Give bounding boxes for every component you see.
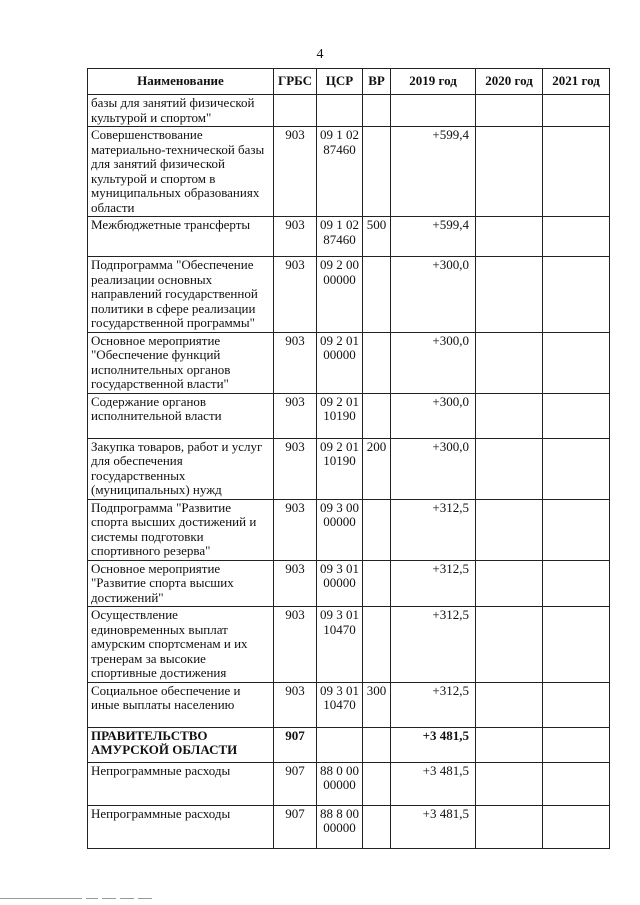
header-2020: 2020 год — [476, 69, 543, 95]
table-row — [88, 805, 610, 848]
cell-name: Закупка товаров, работ и услуг для обеспечения государственных (муниципальных) нужд — [88, 438, 274, 499]
cell-csr: 09 3 00 00000 — [317, 499, 363, 560]
cell-csr: 09 3 01 00000 — [317, 560, 363, 607]
header-csr: ЦСР — [317, 69, 363, 95]
cell-vr — [363, 95, 391, 127]
cell-2021 — [543, 127, 610, 217]
cell-2020 — [476, 393, 543, 438]
cell-vr — [363, 607, 391, 683]
cell-grbs: 907 — [274, 762, 317, 805]
cell-vr — [363, 257, 391, 333]
header-name: Наименование — [88, 69, 274, 95]
header-2021: 2021 год — [543, 69, 610, 95]
cell-2019: +300,0 — [391, 332, 476, 393]
cell-2021 — [543, 438, 610, 499]
cell-vr — [363, 127, 391, 217]
table-row — [88, 607, 610, 683]
cell-vr — [363, 762, 391, 805]
cell-vr — [363, 499, 391, 560]
cell-2019: +300,0 — [391, 393, 476, 438]
cell-csr: 09 1 02 87460 — [317, 127, 363, 217]
table-row — [88, 682, 610, 727]
cell-grbs: 903 — [274, 682, 317, 727]
cell-2020 — [476, 805, 543, 848]
cell-2019: +599,4 — [391, 127, 476, 217]
cell-2020 — [476, 95, 543, 127]
cell-2020 — [476, 560, 543, 607]
cell-name: Непрограммные расходы — [88, 805, 274, 848]
cell-csr: 88 8 00 00000 — [317, 805, 363, 848]
cell-2019: +312,5 — [391, 607, 476, 683]
table-row — [88, 438, 610, 499]
table-header-row — [88, 69, 610, 95]
cell-2021 — [543, 499, 610, 560]
cell-name: Межбюджетные трансферты — [88, 217, 274, 257]
cell-csr: 88 0 00 00000 — [317, 762, 363, 805]
cell-vr — [363, 560, 391, 607]
table-row — [88, 257, 610, 333]
cell-2021 — [543, 805, 610, 848]
cell-2021 — [543, 332, 610, 393]
cell-2021 — [543, 727, 610, 762]
table-row — [88, 727, 610, 762]
cell-2021 — [543, 607, 610, 683]
cell-vr: 500 — [363, 217, 391, 257]
cell-2019 — [391, 95, 476, 127]
cell-2019: +3 481,5 — [391, 805, 476, 848]
cell-grbs: 907 — [274, 805, 317, 848]
cell-grbs: 903 — [274, 332, 317, 393]
cell-2019: +312,5 — [391, 560, 476, 607]
table-row — [88, 560, 610, 607]
cell-csr — [317, 727, 363, 762]
cell-2020 — [476, 499, 543, 560]
cell-2021 — [543, 217, 610, 257]
cell-2020 — [476, 257, 543, 333]
cell-2020 — [476, 332, 543, 393]
cell-vr — [363, 393, 391, 438]
cell-grbs: 907 — [274, 727, 317, 762]
header-grbs: ГРБС — [274, 69, 317, 95]
cell-2019: +312,5 — [391, 499, 476, 560]
cell-2020 — [476, 762, 543, 805]
cell-csr: 09 2 01 00000 — [317, 332, 363, 393]
cell-2019: +599,4 — [391, 217, 476, 257]
cell-2019: +300,0 — [391, 257, 476, 333]
cell-grbs: 903 — [274, 560, 317, 607]
cell-2021 — [543, 682, 610, 727]
cell-grbs: 903 — [274, 438, 317, 499]
cell-2021 — [543, 762, 610, 805]
page-number: 4 — [316, 47, 324, 62]
cell-vr: 300 — [363, 682, 391, 727]
cell-name: Подпрограмма "Развитие спорта высших достижений и системы подготовки спортивного резерва" — [88, 499, 274, 560]
table-row — [88, 762, 610, 805]
cell-name: ПРАВИТЕЛЬСТВО АМУРСКОЙ ОБЛАСТИ — [88, 727, 274, 762]
cell-name: Основное мероприятие "Обеспечение функций исполнительных органов государственной власти" — [88, 332, 274, 393]
header-vr: ВР — [363, 69, 391, 95]
cell-name: Подпрограмма "Обеспечение реализации основных направлений государственной политики в сфере реализации государственной программы" — [88, 257, 274, 333]
cell-2020 — [476, 438, 543, 499]
cell-name: Основное мероприятие "Развитие спорта высших достижений" — [88, 560, 274, 607]
cell-csr — [317, 95, 363, 127]
cell-2019: +312,5 — [391, 682, 476, 727]
cell-csr: 09 3 01 10470 — [317, 607, 363, 683]
cell-name: Социальное обеспечение и иные выплаты населению — [88, 682, 274, 727]
cell-vr — [363, 727, 391, 762]
cell-grbs: 903 — [274, 607, 317, 683]
cell-2021 — [543, 95, 610, 127]
cell-2020 — [476, 682, 543, 727]
cell-2020 — [476, 607, 543, 683]
table-row — [88, 127, 610, 217]
cell-2019: +300,0 — [391, 438, 476, 499]
cell-name: Осуществление единовременных выплат амурским спортсменам и их тренерам за высокие спортивные достижения — [88, 607, 274, 683]
cell-2020 — [476, 727, 543, 762]
cell-2020 — [476, 217, 543, 257]
table-row — [88, 499, 610, 560]
header-2019: 2019 год — [391, 69, 476, 95]
cell-csr: 09 2 01 10190 — [317, 438, 363, 499]
cell-name: Содержание органов исполнительной власти — [88, 393, 274, 438]
cell-2021 — [543, 560, 610, 607]
cell-csr: 09 2 00 00000 — [317, 257, 363, 333]
cell-2020 — [476, 127, 543, 217]
cell-grbs: 903 — [274, 499, 317, 560]
cell-name: Совершенствование материально-технической базы для занятий физической культурой и спортом в муниципальных образованиях области — [88, 127, 274, 217]
table-row — [88, 332, 610, 393]
cell-2021 — [543, 393, 610, 438]
table-row — [88, 217, 610, 257]
cell-vr: 200 — [363, 438, 391, 499]
cell-vr — [363, 805, 391, 848]
cell-grbs: 903 — [274, 217, 317, 257]
budget-table — [87, 68, 610, 849]
table-row — [88, 95, 610, 127]
table-body — [88, 95, 610, 849]
cell-2019: +3 481,5 — [391, 762, 476, 805]
cell-2021 — [543, 257, 610, 333]
cell-grbs: 903 — [274, 393, 317, 438]
cell-csr: 09 1 02 87460 — [317, 217, 363, 257]
cell-vr — [363, 332, 391, 393]
cell-grbs: 903 — [274, 257, 317, 333]
cell-2019: +3 481,5 — [391, 727, 476, 762]
cell-grbs: 903 — [274, 127, 317, 217]
cell-grbs — [274, 95, 317, 127]
cell-name: базы для занятий физической культурой и спортом" — [88, 95, 274, 127]
table-row — [88, 393, 610, 438]
cell-name: Непрограммные расходы — [88, 762, 274, 805]
cell-csr: 09 2 01 10190 — [317, 393, 363, 438]
cell-csr: 09 3 01 10470 — [317, 682, 363, 727]
